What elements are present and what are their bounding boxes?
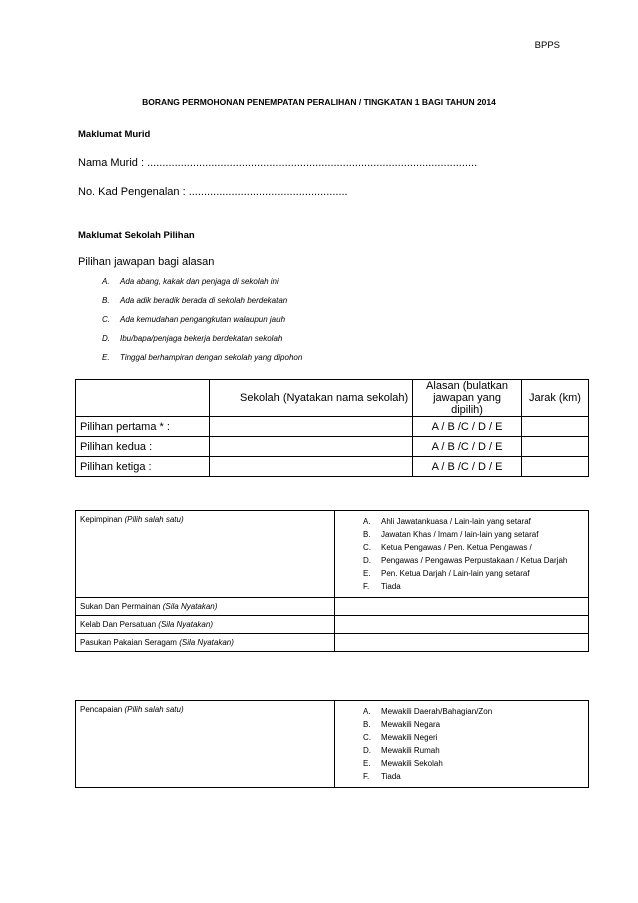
leadership-option[interactable]: E. Pen. Ketua Darjah / Lain-lain yang setaraf [363, 569, 530, 578]
table-header-row [76, 380, 589, 417]
choice-label: Pilihan kedua : [76, 437, 210, 457]
achievement-option[interactable]: D. Mewakili Rumah [363, 746, 440, 755]
club-input[interactable] [335, 616, 589, 634]
table-row [76, 616, 589, 634]
choice-label: Pilihan pertama * : [76, 417, 210, 437]
distance-input[interactable] [521, 457, 588, 477]
distance-input[interactable] [521, 437, 588, 457]
leadership-option[interactable]: B. Jawatan Khas / Imam / lain-lain yang setaraf [363, 530, 539, 539]
leadership-option[interactable]: C. Ketua Pengawas / Pen. Ketua Pengawas / [363, 543, 532, 552]
school-name-input[interactable] [209, 437, 412, 457]
leadership-label-cell: Kepimpinan (Pilih salah satu) [76, 511, 335, 598]
school-info-heading: Maklumat Sekolah Pilihan [78, 230, 195, 241]
club-label: Kelab Dan Persatuan (Sila Nyatakan) [76, 616, 335, 634]
leadership-option[interactable]: F. Tiada [363, 582, 401, 591]
achievement-row [76, 701, 589, 788]
ic-number-field[interactable]: No. Kad Pengenalan : .................................................... [78, 186, 348, 198]
student-info-heading: Maklumat Murid [78, 129, 151, 140]
uniform-input[interactable] [335, 634, 589, 652]
reason-options-list [78, 277, 302, 372]
sports-label: Sukan Dan Permainan (Sila Nyatakan) [76, 598, 335, 616]
student-name-field[interactable]: Nama Murid : ............................................................................................................ [78, 157, 478, 169]
header-cell [76, 380, 210, 417]
header-school: Sekolah (Nyatakan nama sekolah) [209, 380, 412, 417]
cocurricular-table [75, 510, 589, 652]
achievement-option[interactable]: F. Tiada [363, 772, 401, 781]
uniform-label: Pasukan Pakaian Seragam (Sila Nyatakan) [76, 634, 335, 652]
table-row [76, 598, 589, 616]
table-row [76, 634, 589, 652]
choice-label: Pilihan ketiga : [76, 457, 210, 477]
school-name-input[interactable] [209, 457, 412, 477]
achievement-table [75, 700, 589, 788]
achievement-option[interactable]: A. Mewakili Daerah/Bahagian/Zon [363, 707, 493, 716]
achievement-options-cell [335, 701, 589, 788]
sports-input[interactable] [335, 598, 589, 616]
reason-choice[interactable]: A / B /C / D / E [413, 457, 522, 477]
distance-input[interactable] [521, 417, 588, 437]
school-name-input[interactable] [209, 417, 412, 437]
reason-option: A. Ada abang, kakak dan penjaga di sekolah ini [102, 277, 279, 286]
leadership-option[interactable]: D. Pengawas / Pengawas Perpustakaan / Ketua Darjah [363, 556, 568, 565]
leadership-option[interactable]: A. Ahli Jawatankuasa / Lain-lain yang setaraf [363, 517, 531, 526]
leadership-options-cell [335, 511, 589, 598]
reason-choice[interactable]: A / B /C / D / E [413, 437, 522, 457]
reason-choice[interactable]: A / B /C / D / E [413, 417, 522, 437]
header-distance: Jarak (km) [521, 380, 588, 417]
achievement-option[interactable]: E. Mewakili Sekolah [363, 759, 443, 768]
reason-intro: Pilihan jawapan bagi alasan [78, 256, 215, 268]
leadership-row [76, 511, 589, 598]
achievement-label-cell: Pencapaian (Pilih salah satu) [76, 701, 335, 788]
achievement-option[interactable]: C. Mewakili Negeri [363, 733, 438, 742]
achievement-option[interactable]: B. Mewakili Negara [363, 720, 441, 729]
reason-option: C. Ada kemudahan pengangkutan walaupun jauh [102, 315, 286, 324]
reason-option: D. Ibu/bapa/penjaga bekerja berdekatan sekolah [102, 334, 283, 343]
table-row [76, 437, 589, 457]
form-title: BORANG PERMOHONAN PENEMPATAN PERALIHAN / TINGKATAN 1 BAGI TAHUN 2014 [142, 97, 496, 107]
table-row [76, 417, 589, 437]
reason-option: E. Tinggal berhampiran dengan sekolah yang dipohon [102, 353, 303, 362]
school-choice-table [75, 379, 589, 477]
reason-option: B. Ada adik beradik berada di sekolah berdekatan [102, 296, 288, 305]
table-row [76, 457, 589, 477]
document-code: BPPS [534, 40, 560, 51]
header-reason: Alasan (bulatkan jawapan yang dipilih) [413, 380, 522, 417]
